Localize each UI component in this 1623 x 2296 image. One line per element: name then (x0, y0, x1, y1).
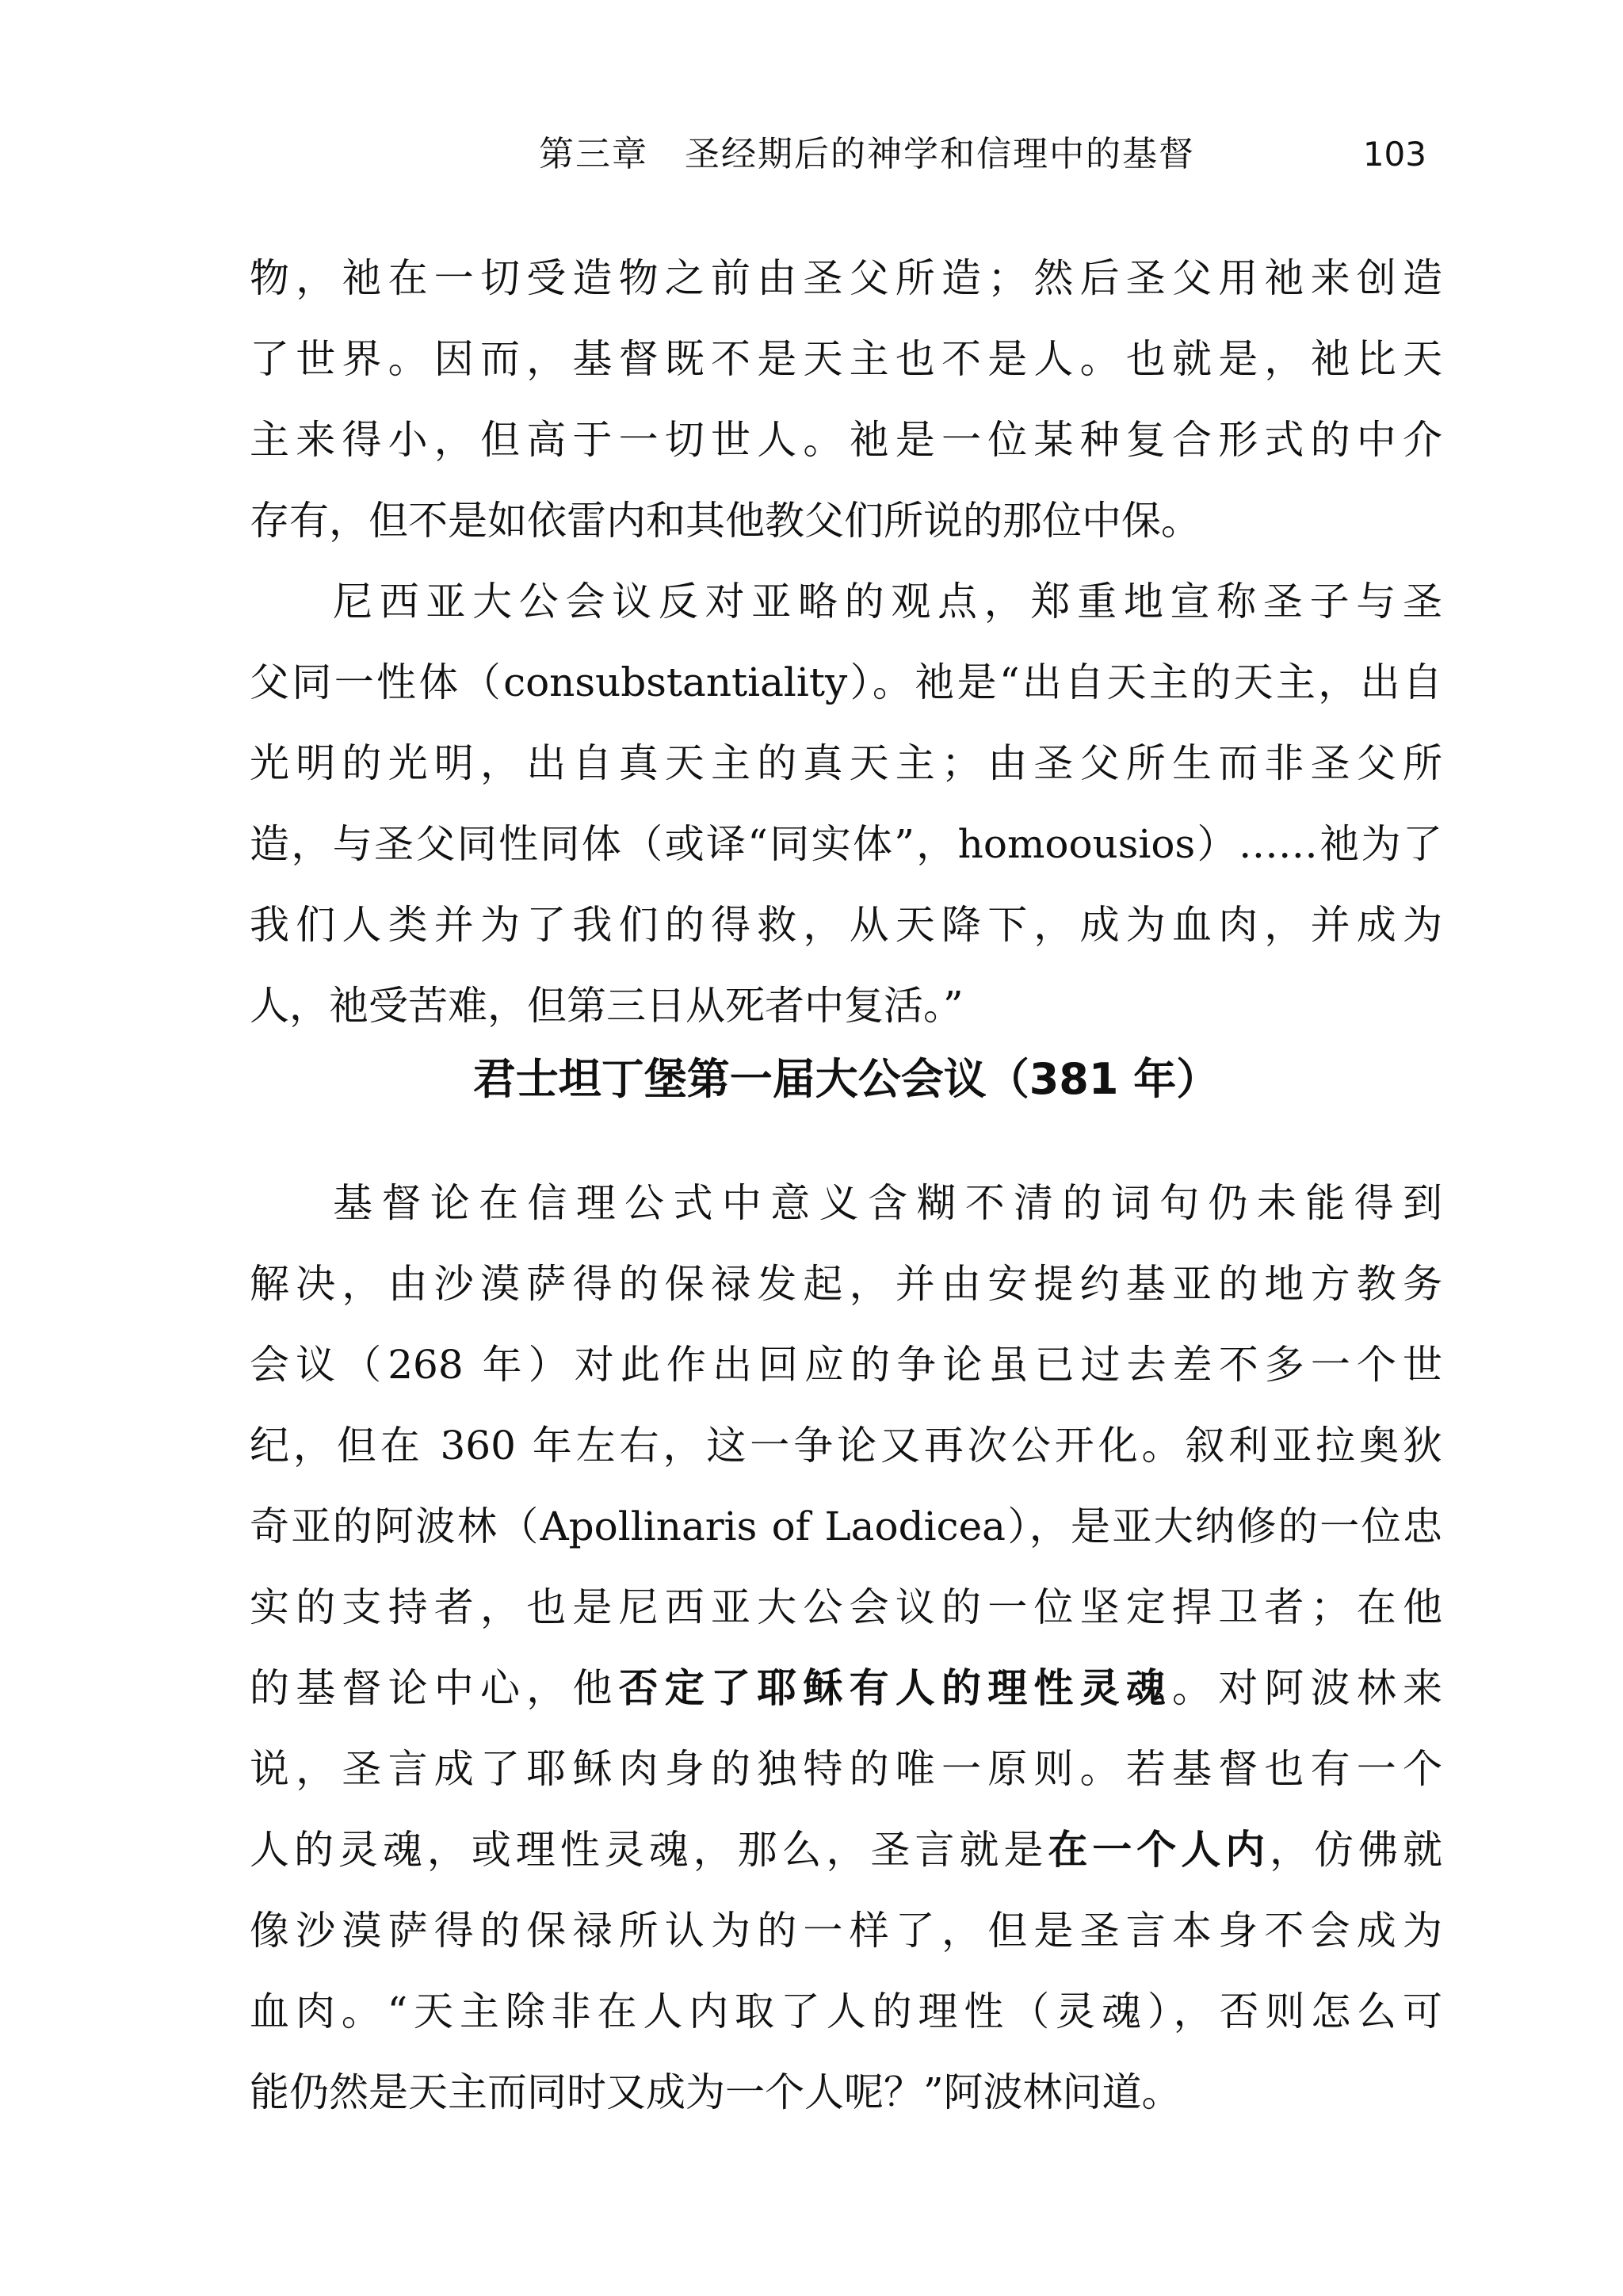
paragraph-line: 物，祂在一切受造物之前由圣父所造；然后圣父用祂来创造 (250, 255, 1442, 301)
text-segment: ，仿佛就 (1270, 1827, 1442, 1873)
paragraph-line: 纪，但在 360 年左右，这一争论又再次公开化。叙利亚拉奥狄 (250, 1423, 1442, 1469)
paragraph-line: 能仍然是天主而同时又成为一个人呢？”阿波林问道。 (250, 2069, 1182, 2115)
emphasized-text: 否定了耶稣有人的理性灵魂 (618, 1664, 1173, 1711)
paragraph-line: 光明的光明，出自真天主的真天主；由圣父所生而非圣父所 (250, 740, 1442, 786)
chapter-title: 第三章 圣经期后的神学和信理中的基督 (539, 134, 1195, 174)
paragraph-line: 尼西亚大公会议反对亚略的观点，郑重地宣称圣子与圣 (333, 579, 1442, 625)
text-segment: 。对阿波林来 (1172, 1665, 1442, 1711)
page-number: 103 (1362, 135, 1426, 174)
paragraph-line: 主来得小，但高于一切世人。祂是一位某种复合形式的中介 (250, 417, 1442, 463)
paragraph-line: 奇亚的阿波林（Apollinaris of Laodicea），是亚大纳修的一位忠 (250, 1503, 1442, 1549)
paragraph-apollinaris (250, 1163, 1442, 2133)
emphasized-text: 在一个人内 (1048, 1826, 1270, 1873)
text-segment: 的基督论中心，他 (250, 1665, 619, 1711)
paragraph-nicaea (250, 561, 1442, 1046)
paragraph-line: 解决，由沙漠萨得的保禄发起，并由安提约基亚的地方教务 (250, 1261, 1442, 1307)
paragraph-line: 了世界。因而，基督既不是天主也不是人。也就是，祂比天 (250, 336, 1442, 382)
paragraph-continuation (250, 238, 1442, 561)
running-header (539, 127, 1426, 182)
text-segment: 人的灵魂，或理性灵魂，那么，圣言就是 (250, 1827, 1048, 1873)
paragraph-line: 人，祂受苦难，但第三日从死者中复活。” (250, 983, 964, 1029)
paragraph-line: 造，与圣父同性同体（或译“同实体”，homoousios）……祂为了 (250, 821, 1442, 867)
section-heading: 君士坦丁堡第一届大公会议（381 年） (472, 1053, 1220, 1104)
paragraph-line: 我们人类并为了我们的得救，从天降下，成为血肉，并成为 (250, 902, 1442, 948)
paragraph-line: 实的支持者，也是尼西亚大公会议的一位坚定捍卫者；在他 (250, 1584, 1442, 1630)
paragraph-line: 血肉。“天主除非在人内取了人的理性（灵魂），否则怎么可 (250, 1988, 1442, 2034)
paragraph-line: 会议（268 年）对此作出回应的争论虽已过去差不多一个世 (250, 1342, 1442, 1388)
paragraph-line: 父同一性体（consubstantiality）。祂是“出自天主的天主，出自 (250, 659, 1442, 705)
paragraph-line: 基督论在信理公式中意义含糊不清的词句仍未能得到 (333, 1180, 1442, 1226)
paragraph-line: 存有，但不是如依雷内和其他教父们所说的那位中保。 (250, 498, 1201, 544)
paragraph-line: 像沙漠萨得的保禄所认为的一样了，但是圣言本身不会成为 (250, 1908, 1442, 1954)
paragraph-line: 说，圣言成了耶稣肉身的独特的唯一原则。若基督也有一个 (250, 1746, 1442, 1792)
paragraph-line-with-emphasis (250, 1809, 1442, 1890)
paragraph-line-with-emphasis (250, 1648, 1442, 1729)
